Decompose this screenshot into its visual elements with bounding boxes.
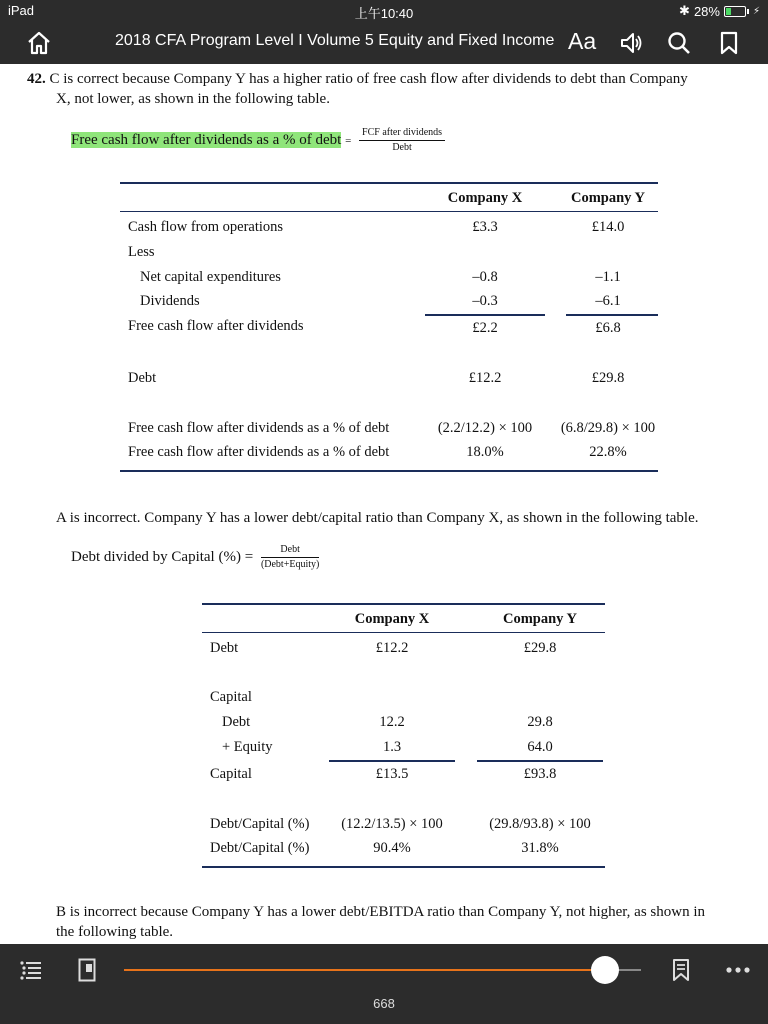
row-label: Debt <box>128 370 157 386</box>
question-line-1 <box>27 69 688 89</box>
book-title: 2018 CFA Program Level I Volume 5 Equity and Fixed Income <box>115 32 555 49</box>
bookmark-icon[interactable] <box>716 30 742 56</box>
cell-x: (12.2/13.5) × 100 <box>341 816 443 832</box>
formula-equals: = <box>244 548 254 565</box>
page-view-icon[interactable] <box>78 958 96 982</box>
table-bottom-rule <box>202 866 605 868</box>
status-bar <box>0 0 768 22</box>
slider-progress <box>124 969 605 971</box>
table-of-contents-icon[interactable] <box>20 960 42 980</box>
option-a-text: A is incorrect. Company Y has a lower debt/capital ratio than Company X, as shown in the following table. <box>56 510 699 526</box>
row-label: Less <box>128 244 155 260</box>
cell-x: £2.2 <box>472 320 498 336</box>
cell-x: 90.4% <box>373 840 411 856</box>
highlighted-formula-label[interactable]: Free cash flow after dividends as a % of debt <box>71 131 342 148</box>
row-label: Capital <box>210 766 252 782</box>
cell-y: 31.8% <box>521 840 559 856</box>
battery-icon <box>724 6 746 17</box>
home-icon[interactable] <box>26 30 52 56</box>
table-top-rule <box>120 182 658 184</box>
cell-y: –1.1 <box>595 269 621 285</box>
cell-y: £14.0 <box>591 219 625 235</box>
subtotal-rule-y <box>566 314 658 316</box>
cell-y: £6.8 <box>595 320 621 336</box>
header-company-x: Company X <box>354 611 430 627</box>
header-rule <box>120 211 658 212</box>
option-b-text-1: B is incorrect because Company Y has a lower debt/EBITDA ratio than Company Y, not higher, as shown in <box>56 904 705 920</box>
search-icon[interactable] <box>666 30 692 56</box>
cell-x: 12.2 <box>379 714 405 730</box>
page-number: 668 <box>373 996 395 1011</box>
question-number: 42. <box>27 71 46 87</box>
battery-percent: 28% <box>693 3 720 19</box>
formula-debt-capital <box>71 544 319 571</box>
cell-x: 1.3 <box>382 739 402 755</box>
cell-x: (2.2/12.2) × 100 <box>437 420 533 436</box>
page-content <box>0 64 768 944</box>
fcf-table <box>120 182 658 477</box>
formula-numerator: Debt <box>261 544 319 558</box>
bluetooth-icon: ✱ <box>679 3 690 18</box>
row-label: Free cash flow after dividends as a % of debt <box>128 420 390 436</box>
question-text-1: C is correct because Company Y has a higher ratio of free cash flow after dividends to debt than Company <box>49 71 688 87</box>
device-label: iPad <box>8 3 35 18</box>
subtotal-rule-x <box>329 760 455 762</box>
cell-x: 18.0% <box>466 444 504 460</box>
charging-icon: ⚡ <box>752 5 760 17</box>
row-label: Debt/Capital (%) <box>210 816 310 832</box>
row-label: Capital <box>210 689 252 705</box>
formula-fcf <box>71 127 445 154</box>
cell-x: –0.8 <box>472 269 498 285</box>
header-company-y: Company Y <box>571 190 645 206</box>
cell-y: (6.8/29.8) × 100 <box>560 420 656 436</box>
status-right <box>679 3 760 19</box>
cell-y: £29.8 <box>591 370 625 386</box>
option-b-text-2: the following table. <box>56 924 174 940</box>
cell-y: 64.0 <box>527 739 553 755</box>
formula-denominator: Debt <box>392 142 412 153</box>
font-settings-button[interactable]: Aa <box>568 28 597 54</box>
formula-numerator: FCF after dividends <box>359 127 445 141</box>
row-label: Cash flow from operations <box>128 219 284 235</box>
cell-x: £12.2 <box>375 640 409 656</box>
cell-y: 29.8 <box>527 714 553 730</box>
battery-tip <box>747 9 749 14</box>
header-company-y: Company Y <box>503 611 577 627</box>
formula-fraction <box>359 127 445 154</box>
clock: 上午10:40 <box>354 6 414 21</box>
table-top-rule <box>202 603 605 605</box>
speaker-icon[interactable] <box>618 30 644 56</box>
cell-y: (29.8/93.8) × 100 <box>489 816 591 832</box>
formula-fraction <box>261 544 319 571</box>
row-label: Free cash flow after dividends <box>128 318 304 334</box>
page-slider[interactable] <box>124 969 641 971</box>
question-text-2: X, not lower, as shown in the following table. <box>56 91 330 107</box>
cell-y: 22.8% <box>589 444 627 460</box>
battery-fill <box>726 8 731 15</box>
cell-y: –6.1 <box>595 293 621 309</box>
header-rule <box>202 632 605 633</box>
row-label: Free cash flow after dividends as a % of debt <box>128 444 390 460</box>
formula-label: Debt divided by Capital (%) <box>71 548 241 565</box>
cell-x: £12.2 <box>468 370 502 386</box>
cell-x: –0.3 <box>472 293 498 309</box>
subtotal-rule-x <box>425 314 545 316</box>
bookmarks-list-icon[interactable] <box>672 958 690 982</box>
top-nav <box>0 22 768 64</box>
row-label: Net capital expenditures <box>140 269 281 285</box>
slider-thumb[interactable] <box>591 956 619 984</box>
formula-denominator: (Debt+Equity) <box>260 559 320 570</box>
row-label: Dividends <box>140 293 200 309</box>
cell-y: £29.8 <box>523 640 557 656</box>
debt-capital-table <box>202 603 605 873</box>
row-label: Debt <box>222 714 251 730</box>
header-company-x: Company X <box>447 190 523 206</box>
cell-x: £3.3 <box>472 219 498 235</box>
table-bottom-rule <box>120 470 658 472</box>
cell-y: £93.8 <box>523 766 557 782</box>
subtotal-rule-y <box>477 760 603 762</box>
formula-equals: = <box>345 134 352 147</box>
bottom-toolbar <box>0 944 768 1024</box>
cell-x: £13.5 <box>375 766 409 782</box>
row-label: + Equity <box>222 739 273 755</box>
row-label: Debt/Capital (%) <box>210 840 310 856</box>
more-options-icon[interactable] <box>726 966 750 974</box>
row-label: Debt <box>210 640 239 656</box>
